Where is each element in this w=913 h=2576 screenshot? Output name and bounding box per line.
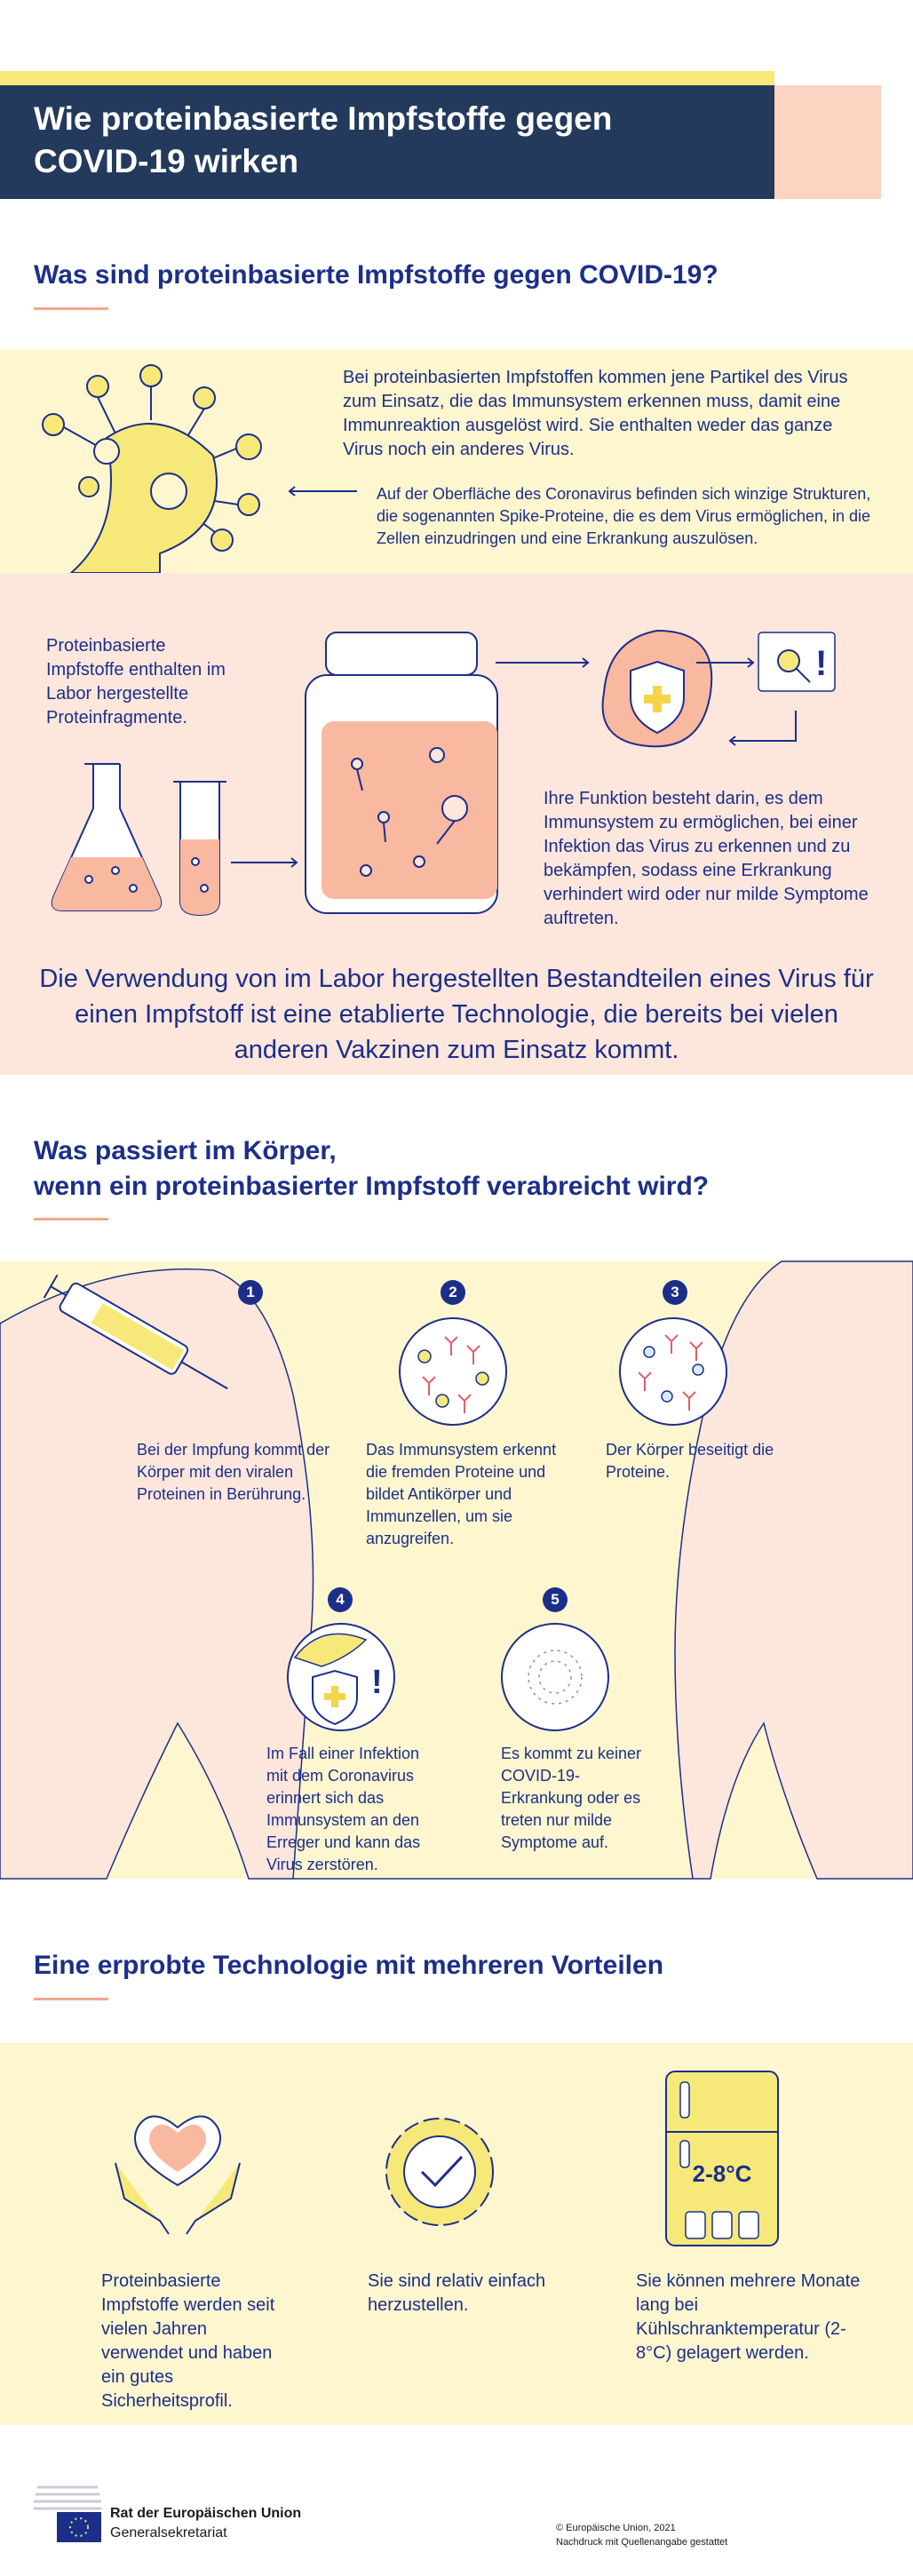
benefit-text: Sie sind relativ einfach herzustellen. <box>368 2271 546 2315</box>
spike-text: Auf der Oberfläche des Coronavirus befinden sich winzige Strukturen, die sogenannten Spike-Proteine, die es dem Virus ermöglichen, in die Zellen einzudringen und eine Erkrankung auszulösen. <box>377 485 871 547</box>
lab-text: Proteinbasierte Impfstoffe enthalten im Labor hergestellte Proteinfragmente. <box>46 636 226 727</box>
immune-shield-icon <box>595 622 719 755</box>
section1-rule <box>34 307 108 310</box>
step-text: Es kommt zu keiner COVID-19-Erkrankung oder es treten nur milde Symptome auf. <box>501 1745 642 1851</box>
syringe-icon <box>36 1275 249 1408</box>
arrow-return-icon <box>730 711 801 746</box>
step-number: 3 <box>663 1280 687 1305</box>
vaccine-jar-icon <box>304 631 499 915</box>
page-title <box>34 98 744 183</box>
section2-heading-line2: wenn ein proteinbasierter Impfstoff verabreicht wird? <box>34 1172 710 1201</box>
svg-text:!: ! <box>815 644 828 683</box>
antibody-circle-icon <box>618 1316 728 1427</box>
clean-circle-icon <box>500 1622 610 1732</box>
arrow-left-icon <box>286 487 357 496</box>
section3-heading: Eine erprobte Technologie mit mehreren Vorteilen <box>34 1951 664 1980</box>
antibody-circle-icon <box>398 1316 508 1427</box>
step-text: Der Körper beseitigt die Proteine. <box>606 1441 774 1481</box>
section3-rule <box>34 1998 108 2000</box>
step-text: Das Immunsystem erkennt die fremden Proteine und bildet Antikörper und Immunzellen, um sie anzugreifen. <box>366 1441 557 1547</box>
intro-text: Bei proteinbasierten Impfstoffen kommen jene Partikel des Virus zum Einsatz, die das Immunsystem erkennen muss, damit eine Immunreaktion ausgelöst wird. Sie enthalten weder das ganze Virus noch ein anderes Virus. <box>343 368 848 459</box>
lab-glassware-icon <box>49 755 235 915</box>
heart-hands-icon <box>107 2101 249 2234</box>
step-text: Bei der Impfung kommt der Körper mit den viralen Proteinen in Berührung. <box>137 1441 330 1503</box>
section2-heading-line1: Was passiert im Körper, <box>34 1136 337 1165</box>
section2-rule <box>34 1218 108 1220</box>
step-number: 5 <box>543 1587 568 1612</box>
org-name: Rat der Europäischen Union <box>110 2506 302 2521</box>
title-accent-top <box>0 71 774 85</box>
arrow-right-icon <box>696 657 758 668</box>
coronavirus-icon <box>18 349 284 573</box>
step-number: 1 <box>238 1280 263 1305</box>
step-text: Im Fall einer Infektion mit dem Coronavirus erinnert sich das Immunsystem an den Erreger und kann das Virus zerstören. <box>266 1745 421 1873</box>
benefit-text: Sie können mehrere Monate lang bei Kühlschranktemperatur (2-8°C) gelagert werden. <box>636 2271 861 2363</box>
section2-heading <box>34 1133 877 1205</box>
page-title-line1: Wie proteinbasierte Impfstoffe gegen <box>34 100 613 137</box>
established-text: Die Verwendung von im Labor hergestellten Bestandteilen eines Virus für einen Impfstoff ist eine etablierte Technologie, die bereits bei vielen anderen Vakzinen zum Einsatz kommt. <box>39 965 874 1064</box>
arrow-right-icon <box>231 857 302 868</box>
arrow-right-icon <box>496 657 593 668</box>
fridge-temperature-label: 2-8°C <box>692 2160 752 2187</box>
alert-virus-icon <box>757 631 837 693</box>
copyright-text: © Europäische Union, 2021 <box>556 2523 676 2533</box>
function-text: Ihre Funktion besteht darin, es dem Immunsystem zu ermöglichen, bei einer Infektion das Virus zu erkennen und zu bekämpfen, sodass eine Erkrankung verhindert wird oder nur milde Symptome auftreten. <box>544 789 869 928</box>
fridge-icon <box>664 2070 780 2247</box>
benefit-text: Proteinbasierte Impfstoffe werden seit vielen Jahren verwendet und haben ein gutes Sicherheitsprofil. <box>101 2271 275 2411</box>
section1-heading: Was sind proteinbasierte Impfstoffe gegen COVID-19? <box>34 260 718 290</box>
title-accent-right <box>774 85 881 199</box>
gear-check-icon <box>373 2105 506 2238</box>
svg-text:!: ! <box>371 1664 383 1701</box>
page-title-line2: COVID-19 wirken <box>34 143 299 179</box>
org-sub: Generalsekretariat <box>110 2525 227 2540</box>
shield-virus-circle-icon <box>286 1622 396 1732</box>
eu-council-logo <box>34 2484 101 2544</box>
step-number: 2 <box>441 1280 465 1305</box>
step-number: 4 <box>328 1587 353 1612</box>
reprint-text: Nachdruck mit Quellenangabe gestattet <box>556 2537 728 2548</box>
